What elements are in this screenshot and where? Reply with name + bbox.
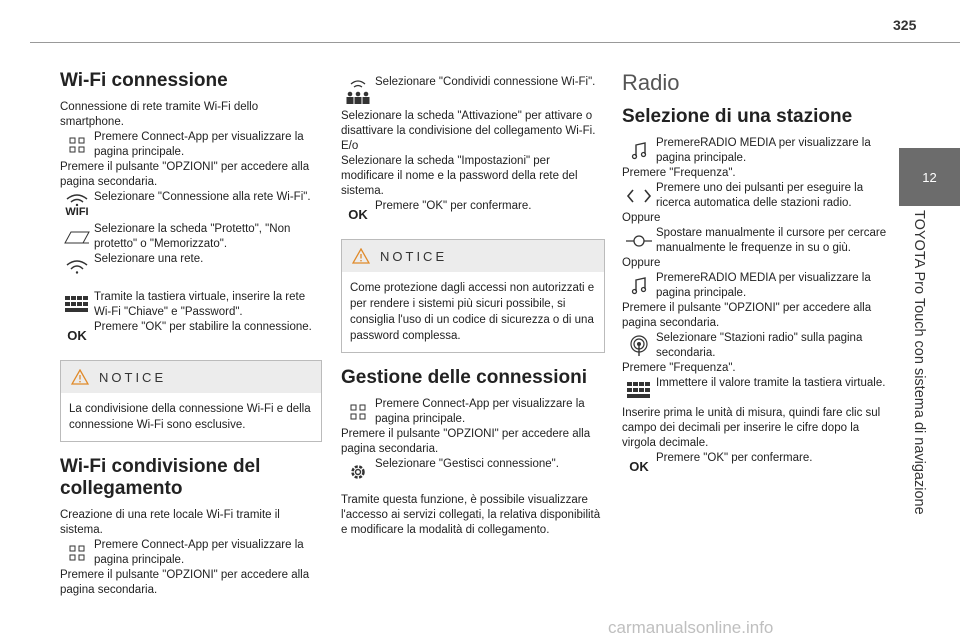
step-connect-app-2: [60, 538, 322, 568]
step-text: Premere Connect-App per visualizzare la pagina principale.: [94, 131, 304, 158]
music-note-icon: [622, 136, 656, 166]
warning-icon: [71, 369, 89, 385]
step-text: Spostare manualmente il cursore per cercare manualmente le frequenze in su o giù.: [656, 227, 887, 254]
step-tab-select: [60, 222, 322, 252]
step-text: Premere "OK" per confermare.: [656, 452, 813, 464]
step-radio-media: [622, 136, 887, 166]
notice-box: [60, 360, 322, 442]
notice-box: [341, 239, 605, 353]
step-keyboard: [622, 376, 887, 406]
radio-section-title: Radio: [622, 70, 680, 95]
step-options: Premere il pulsante "OPZIONI" per accedere alla pagina secondaria.: [60, 161, 310, 188]
column-1: [60, 70, 322, 598]
wifi-signal-icon: [60, 252, 94, 282]
header-rule: [30, 42, 960, 43]
step-frequency: Premere "Frequenza".: [622, 167, 736, 179]
column-2: [341, 75, 605, 538]
warning-icon: [352, 248, 370, 264]
side-title: TOYOTA Pro Touch con sistema di navigazione: [911, 210, 927, 515]
step-text: PremereRADIO MEDIA per visualizzare la pagina principale.: [656, 272, 871, 299]
step-text: Selezionare la scheda "Protetto", "Non protetto" o "Memorizzato".: [94, 223, 291, 250]
step-ok: [622, 451, 887, 481]
step-text: Selezionare "Condividi connessione Wi-Fi".: [375, 76, 596, 88]
step-share-connection: [341, 75, 605, 109]
chapter-tab[interactable]: 12: [899, 148, 960, 206]
wifi-icon-label: WIFI: [65, 206, 89, 218]
keyboard-icon: [622, 376, 656, 406]
step-options: Premere il pulsante "OPZIONI" per accedere alla pagina secondaria.: [60, 569, 310, 596]
chevrons-icon: [622, 181, 656, 211]
and-or: E/o: [341, 140, 359, 152]
step-connect-app: [341, 397, 605, 427]
step-ok: [341, 199, 605, 229]
gear-icon: [341, 457, 375, 487]
notice-header: [342, 240, 604, 272]
apps-grid-icon: [60, 130, 94, 160]
step-options: Premere il pulsante "OPZIONI" per accedere alla pagina secondaria.: [622, 302, 872, 329]
music-note-icon: [622, 271, 656, 301]
step-keyboard: [60, 290, 322, 320]
wifi-intro: Connessione di rete tramite Wi-Fi dello smartphone.: [60, 101, 259, 128]
step-radio-stations: [622, 331, 887, 361]
step-text: Selezionare "Connessione alla rete Wi-Fi".: [94, 191, 311, 203]
ok-icon: OK: [67, 327, 87, 343]
ok-icon: OK: [629, 458, 649, 474]
step-wifi-network: [60, 190, 322, 222]
step-text: Premere "OK" per stabilire la connessione.: [94, 321, 312, 333]
step-text: Tramite la tastiera virtuale, inserire la rete Wi-Fi "Chiave" e "Password".: [94, 291, 306, 318]
step-activation: Selezionare la scheda "Attivazione" per attivare o disattivare la condivisione del collegamento Wi-Fi.: [341, 110, 596, 137]
apps-grid-icon: [60, 538, 94, 568]
step-options: Premere il pulsante "OPZIONI" per accedere alla pagina secondaria.: [341, 428, 591, 455]
step-select-network: [60, 252, 322, 282]
step-frequency: Premere "Frequenza".: [622, 362, 736, 374]
step-ok: [60, 320, 322, 350]
sharing-intro: Creazione di una rete locale Wi-Fi tramite il sistema.: [60, 509, 280, 536]
wifi-icon: [60, 190, 94, 222]
radio-signal-icon: [622, 331, 656, 361]
step-text: Selezionare "Gestisci connessione".: [375, 458, 559, 470]
or-text: Oppure: [622, 212, 661, 224]
step-text: Premere Connect-App per visualizzare la pagina principale.: [375, 398, 585, 425]
or-text: Oppure: [622, 257, 661, 269]
wifi-connection-title: Wi-Fi connessione: [60, 70, 228, 91]
function-description: Tramite questa funzione, è possibile visualizzare l'accesso ai servizi collegati, la relativa disponibilità e modificare la modalità di collegamento.: [341, 494, 601, 536]
step-manual-cursor: [622, 226, 887, 256]
step-settings: Selezionare la scheda "Impostazioni" per modificare il nome e la password della rete del sistema.: [341, 155, 578, 197]
step-manage: [341, 457, 605, 487]
ok-icon: OK: [348, 206, 368, 222]
step-text: Selezionare "Stazioni radio" sulla pagina secondaria.: [656, 332, 863, 359]
tab-shape-icon: [60, 222, 94, 252]
notice-text: Come protezione dagli accessi non autorizzati e per rendere i sistemi più sicuri possibile, si consiglia l'uso di un codice di sicurezza o di una password complessa.: [350, 282, 595, 342]
step-text: Selezionare una rete.: [94, 253, 204, 265]
slider-cursor-icon: [622, 226, 656, 256]
column-3: [622, 70, 887, 481]
wifi-sharing-title: Wi-Fi condivisione del collegamento: [60, 456, 261, 499]
watermark: carmanualsonline.info: [608, 618, 774, 637]
notice-label: NOTICE: [99, 369, 167, 385]
step-text: Premere "OK" per confermare.: [375, 200, 532, 212]
keyboard-icon: [60, 290, 94, 320]
step-connect-app: [60, 130, 322, 160]
manage-connections-title: Gestione delle connessioni: [341, 367, 588, 388]
decimal-instructions: Inserire prima le unità di misura, quindi fare clic sul campo dei decimali per inserire le cifre dopo la virgola decimale.: [622, 407, 881, 449]
notice-label: NOTICE: [380, 248, 448, 264]
step-text: Immettere il valore tramite la tastiera virtuale.: [656, 377, 886, 389]
step-text: PremereRADIO MEDIA per visualizzare la pagina principale.: [656, 137, 871, 164]
notice-text: La condivisione della connessione Wi-Fi e della connessione Wi-Fi sono esclusive.: [69, 403, 311, 431]
step-text: Premere Connect-App per visualizzare la pagina principale.: [94, 539, 304, 566]
apps-grid-icon: [341, 397, 375, 427]
select-station-title: Selezione di una stazione: [622, 106, 853, 127]
page-number: 325: [893, 17, 917, 33]
share-connection-icon: [341, 75, 375, 109]
step-auto-search: [622, 181, 887, 211]
step-text: Premere uno dei pulsanti per eseguire la ricerca automatica delle stazioni radio.: [656, 182, 864, 209]
notice-header: [61, 361, 321, 393]
step-radio-media-2: [622, 271, 887, 301]
